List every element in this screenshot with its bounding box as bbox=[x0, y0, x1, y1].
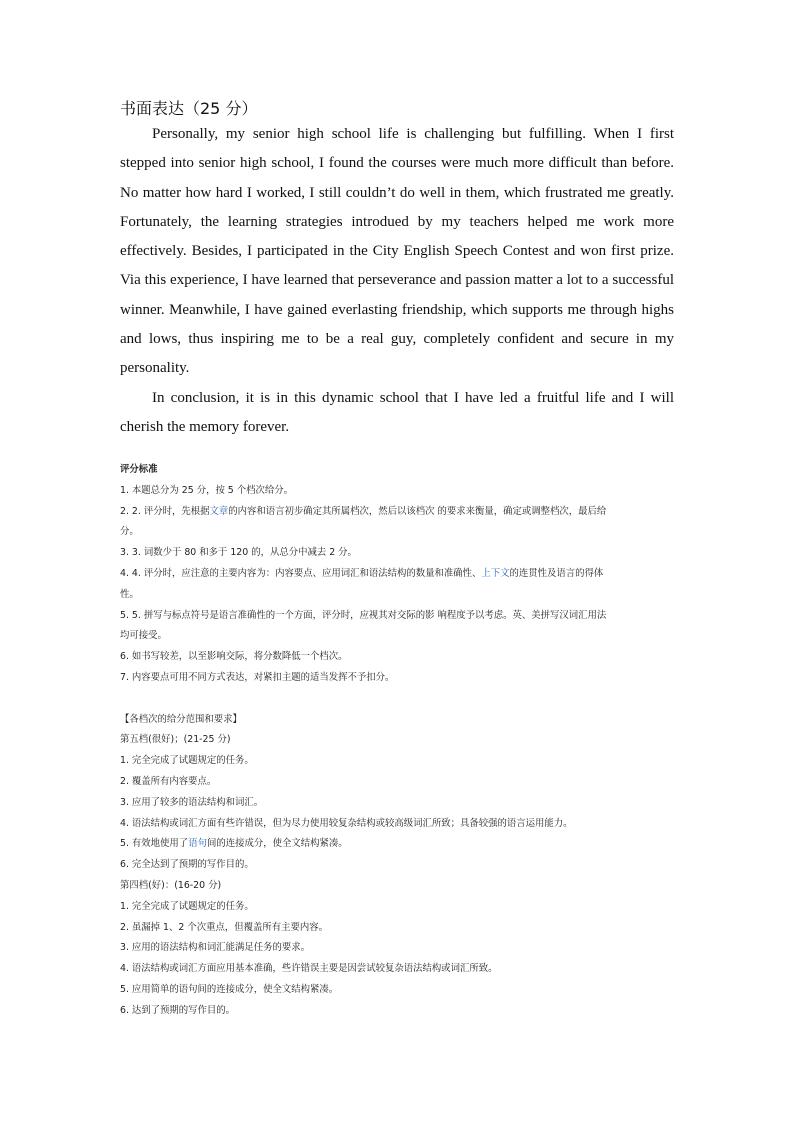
level-item: 4. 语法结构或词汇方面有些许错误，但为尽力使用较复杂结构或较高级词汇所致；具备较强的语言运用能力。 bbox=[120, 817, 573, 829]
criteria-text: 的连贯性及语言的得体 bbox=[509, 567, 604, 579]
criteria-text: 4. 4. 评分时，应注意的主要内容为：内容要点、应用词汇和语法结构的数量和准确性、 bbox=[120, 567, 482, 579]
essay-paragraph: Personally, my senior high school life is challenging but fulfilling. When I first stepped into senior high school, I found the courses were much more difficult than before. No matter how hard I worked, I still couldn’t do well in them, which frustrated me greatly. Fortunately, the learning strategies introdued by my teachers helped me work more effectively. Besides, I participated in the City English Speech Contest and won first prize. Via this experience, I have learned that perseverance and passion matter a lot to a successful winner. Meanwhile, I have gained everlasting friendship, which supports me through highs and lows, thus inspiring me to be a real guy, completely confident and secure in my personality. bbox=[120, 126, 674, 377]
criteria-item bbox=[120, 564, 680, 585]
criteria-item: 3. 3. 词数少于 80 和多于 120 的，从总分中减去 2 分。 bbox=[120, 547, 357, 559]
context-link[interactable]: 上下文 bbox=[481, 567, 510, 579]
model-essay bbox=[120, 120, 674, 442]
criteria-item bbox=[120, 502, 680, 523]
criteria-item-continued: 分。 bbox=[120, 526, 139, 538]
level-item: 3. 应用了较多的语法结构和词汇。 bbox=[120, 796, 264, 808]
level-item bbox=[120, 834, 680, 855]
level-item: 6. 完全达到了预期的写作目的。 bbox=[120, 859, 254, 871]
level-item: 2. 覆盖所有内容要点。 bbox=[120, 775, 217, 787]
level-item: 3. 应用的语法结构和词汇能满足任务的要求。 bbox=[120, 942, 311, 954]
criteria-item: 6. 如书写较差，以至影响交际，将分数降低一个档次。 bbox=[120, 651, 348, 663]
article-link[interactable]: 文章 bbox=[209, 505, 229, 517]
essay-paragraph: In conclusion, it is in this dynamic school that I have led a fruitful life and I will cherish the memory forever. bbox=[120, 389, 674, 435]
level-item: 1. 完全完成了试题规定的任务。 bbox=[120, 900, 254, 912]
level-item: 4. 语法结构或词汇方面应用基本准确，些许错误主要是因尝试较复杂语法结构或词汇所致。 bbox=[120, 963, 498, 975]
level-item: 1. 完全完成了试题规定的任务。 bbox=[120, 755, 254, 767]
criteria-item-continued: 性。 bbox=[120, 588, 139, 600]
level-item: 5. 应用简单的语句间的连接成分，使全文结构紧凑。 bbox=[120, 983, 339, 995]
level-text: 5. 有效地使用了 bbox=[120, 838, 189, 850]
levels-title: 【各档次的给分范围和要求】 bbox=[120, 713, 242, 725]
scoring-criteria bbox=[120, 460, 680, 1022]
level-text: 间的连接成分，使全文结构紧凑。 bbox=[206, 838, 348, 850]
criteria-item: 5. 5. 拼写与标点符号是语言准确性的一个方面，评分时，应视其对交际的影 响程度予以考虑。英、美拼写汉词汇用法 bbox=[120, 609, 607, 621]
criteria-item: 1. 本题总分为 25 分，按 5 个档次给分。 bbox=[120, 484, 293, 496]
sentence-link[interactable]: 语句 bbox=[188, 838, 207, 850]
level-label: 第四档(好)：(16-20 分) bbox=[120, 879, 222, 891]
level-item: 6. 达到了预期的写作目的。 bbox=[120, 1004, 236, 1016]
criteria-title: 评分标准 bbox=[120, 464, 158, 475]
section-heading: 书面表达（25 分） bbox=[120, 99, 258, 118]
criteria-text: 2. 2. 评分时，先根据 bbox=[120, 505, 210, 517]
level-label: 第五档(很好)；(21-25 分) bbox=[120, 734, 231, 746]
level-item: 2. 虽漏掉 1、2 个次重点，但覆盖所有主要内容。 bbox=[120, 921, 328, 933]
criteria-text: 的内容和语言初步确定其所属档次，然后以该档次 的要求来衡量，确定或调整档次，最后给 bbox=[228, 505, 607, 517]
criteria-item: 7. 内容要点可用不同方式表达，对紧扣主题的适当发挥不予扣分。 bbox=[120, 671, 395, 683]
spacer bbox=[120, 689, 680, 710]
criteria-item-continued: 均可接受。 bbox=[120, 630, 167, 642]
